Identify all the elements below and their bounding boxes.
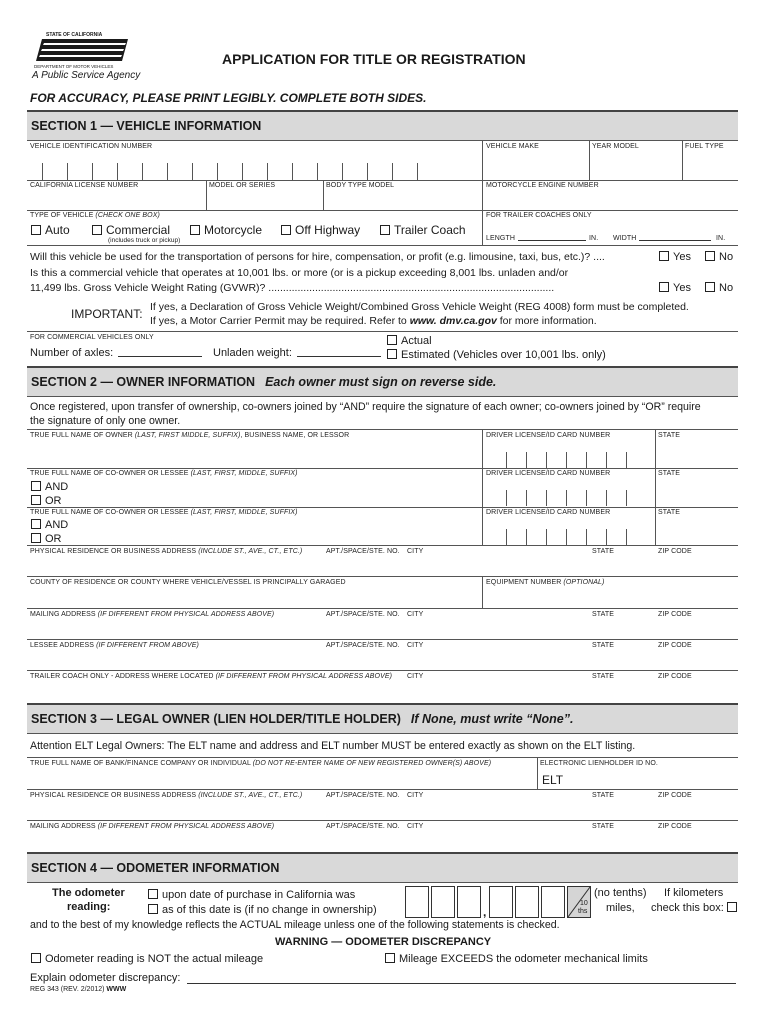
phys-addr-label: PHYSICAL RESIDENCE OR BUSINESS ADDRESS xyxy=(30,548,197,555)
section1-header xyxy=(27,110,738,140)
dl-box-divider xyxy=(606,490,607,506)
commercial-yes[interactable]: Yes xyxy=(659,282,691,294)
if-km-label: If kilometers xyxy=(664,887,724,899)
vin-box-divider xyxy=(292,163,293,180)
mailing-state-label: STATE xyxy=(592,611,615,618)
agency-text: A Public Service Agency xyxy=(32,70,141,81)
purchase-checkbox[interactable] xyxy=(148,889,158,899)
phys-city-label: CITY xyxy=(407,548,424,555)
actual-checkbox[interactable] xyxy=(387,335,397,345)
vehicle-type-motorcycle[interactable]: Motorcycle xyxy=(190,223,262,237)
bank-name-input[interactable] xyxy=(27,769,536,788)
equip-label: EQUIPMENT NUMBER xyxy=(486,579,562,586)
miles-label: miles, xyxy=(606,902,635,914)
vehicle-type-trailer[interactable]: Trailer Coach xyxy=(380,223,466,237)
motorcycle-checkbox[interactable] xyxy=(190,225,200,235)
weight-actual[interactable]: Actual xyxy=(387,335,432,347)
important-line-2-tail: for more information. xyxy=(499,315,597,327)
vehicle-type-label: TYPE OF VEHICLE xyxy=(30,212,94,219)
owner-dl-label: DRIVER LICENSE/ID CARD NUMBER xyxy=(486,432,611,439)
ca-license-label: CALIFORNIA LICENSE NUMBER xyxy=(30,182,139,189)
elt-id-input[interactable] xyxy=(562,769,738,788)
coowner2-or[interactable]: OR xyxy=(31,533,62,545)
lessee-input[interactable] xyxy=(27,651,738,669)
odometer-warning: WARNING — ODOMETER DISCREPANCY xyxy=(275,936,492,948)
owner-state-input[interactable] xyxy=(656,440,738,468)
vehicle-type-offhighway[interactable]: Off Highway xyxy=(281,223,360,237)
county-label: COUNTY OF RESIDENCE OR COUNTY WHERE VEHICLE/VESSEL IS PRINCIPALLY GARAGED xyxy=(30,579,346,586)
section2-subtitle: Each owner must sign on reverse side. xyxy=(265,375,497,389)
vin-box-divider xyxy=(317,163,318,180)
odometer-digit-2[interactable] xyxy=(431,886,455,918)
question-commercial-1: Is this a commercial vehicle that operates at 10,001 lbs. or more (or is a pickup exceeding 8,001 lbs. unladen and/or xyxy=(30,267,569,279)
commercial-no-checkbox[interactable] xyxy=(705,282,715,292)
odometer-opt-purchase[interactable]: upon date of purchase in California was xyxy=(148,889,355,901)
trailer-city-label: CITY xyxy=(407,673,424,680)
lien-phys-city-label: CITY xyxy=(407,792,424,799)
vin-box-divider xyxy=(242,163,243,180)
moto-engine-label: MOTORCYCLE ENGINE NUMBER xyxy=(486,182,599,189)
owner-dl-input[interactable] xyxy=(483,440,654,468)
equip-input[interactable] xyxy=(483,588,738,607)
lessee-zip-label: ZIP CODE xyxy=(658,642,692,649)
odometer-exceeds[interactable]: Mileage EXCEEDS the odometer mechanical limits xyxy=(385,953,648,965)
logo-dept-text: DEPARTMENT OF MOTOR VEHICLES xyxy=(34,64,114,69)
offhighway-checkbox[interactable] xyxy=(281,225,291,235)
tenths-top-label: 10 xyxy=(580,900,588,907)
logo-state-text: STATE OF CALIFORNIA xyxy=(46,32,103,38)
vin-box-divider xyxy=(392,163,393,180)
vin-input[interactable] xyxy=(27,150,482,180)
odometer-tenths-box xyxy=(567,886,591,918)
bank-name-label: TRUE FULL NAME OF BANK/FINANCE COMPANY OR INDIVIDUAL xyxy=(30,760,251,767)
unladen-label: Unladen weight: xyxy=(213,347,292,359)
mailing-apt-label: APT./SPACE/STE. NO. xyxy=(326,611,400,618)
vin-box-divider xyxy=(192,163,193,180)
section2-notice-1: Once registered, upon transfer of ownership, co-owners joined by “AND” require the signature of each owner; co-owners joined by “OR” require xyxy=(30,401,701,413)
section4-header xyxy=(27,852,738,882)
dl-box-divider xyxy=(566,529,567,545)
trailer-addr-label: TRAILER COACH ONLY - ADDRESS WHERE LOCATED xyxy=(30,673,214,680)
year-model-label: YEAR MODEL xyxy=(592,143,639,150)
vin-label: VEHICLE IDENTIFICATION NUMBER xyxy=(30,143,153,150)
important-line-1: If yes, a Declaration of Gross Vehicle Weight/Combined Gross Vehicle Weight (REG 4008) form must be completed. xyxy=(150,301,689,313)
exceeds-checkbox[interactable] xyxy=(385,953,395,963)
owner-state-label: STATE xyxy=(658,432,681,439)
question-hire: Will this vehicle be used for the transportation of persons for hire, compensation, or profit (e.g. limousine, taxi, bus, etc.)? .... xyxy=(30,251,605,263)
km-checkbox-label: check this box: xyxy=(651,902,724,914)
dl-box-divider xyxy=(526,529,527,545)
vehicle-type-hint: (CHECK ONE BOX) xyxy=(95,212,160,219)
vin-box-divider xyxy=(67,163,68,180)
width-input[interactable] xyxy=(639,240,711,241)
no-tenths-label: (no tenths) xyxy=(594,887,647,899)
odometer-not-actual[interactable]: Odometer reading is NOT the actual mileage xyxy=(31,953,263,965)
vehicle-type-commercial[interactable]: Commercial xyxy=(92,223,170,237)
coowner1-dl-label: DRIVER LICENSE/ID CARD NUMBER xyxy=(486,470,611,477)
unladen-input[interactable] xyxy=(297,356,381,357)
dl-box-divider xyxy=(506,452,507,468)
axles-input[interactable] xyxy=(118,356,202,357)
section3-header xyxy=(27,703,738,733)
phys-apt-label: APT./SPACE/STE. NO. xyxy=(326,548,400,555)
mailing-zip-label: ZIP CODE xyxy=(658,611,692,618)
mailing-label: MAILING ADDRESS xyxy=(30,611,96,618)
thousands-separator: , xyxy=(483,905,487,919)
dl-box-divider xyxy=(566,452,567,468)
width-label: WIDTH xyxy=(613,235,637,242)
odometer-digit-1[interactable] xyxy=(405,886,429,918)
lien-phys-state-label: STATE xyxy=(592,792,615,799)
dl-box-divider xyxy=(526,490,527,506)
trailer-checkbox[interactable] xyxy=(380,225,390,235)
vin-box-divider xyxy=(117,163,118,180)
vehicle-type-auto[interactable]: Auto xyxy=(31,223,70,237)
hire-yes-checkbox[interactable] xyxy=(659,251,669,261)
page-title: APPLICATION FOR TITLE OR REGISTRATION xyxy=(222,51,526,67)
instructions: FOR ACCURACY, PLEASE PRINT LEGIBLY. COMPLETE BOTH SIDES. xyxy=(30,91,427,105)
odometer-digit-3[interactable] xyxy=(457,886,481,918)
explain-discrepancy-input[interactable] xyxy=(187,983,736,984)
section3-title: SECTION 3 — LEGAL OWNER (LIEN HOLDER/TITLE HOLDER) xyxy=(31,712,401,726)
lien-mailing-label: MAILING ADDRESS xyxy=(30,823,96,830)
lien-phys-apt-label: APT./SPACE/STE. NO. xyxy=(326,792,400,799)
coowner1-or-checkbox[interactable] xyxy=(31,495,41,505)
lessee-state-label: STATE xyxy=(592,642,615,649)
axles-label: Number of axles: xyxy=(30,347,114,359)
elt-prefix: ELT xyxy=(542,773,564,787)
coowner2-or-checkbox[interactable] xyxy=(31,533,41,543)
commercial-no[interactable]: No xyxy=(705,282,733,294)
dl-box-divider xyxy=(626,452,627,468)
footer-www: WWW xyxy=(106,986,127,993)
commercial-checkbox[interactable] xyxy=(92,225,102,235)
commercial-note: (includes truck or pickup) xyxy=(108,237,181,244)
coowner2-name-input[interactable] xyxy=(80,518,480,544)
dl-box-divider xyxy=(586,490,587,506)
lien-phys-addr-label: PHYSICAL RESIDENCE OR BUSINESS ADDRESS xyxy=(30,792,197,799)
dl-box-divider xyxy=(586,452,587,468)
odometer-opt-date[interactable]: as of this date is (if no change in ownership) xyxy=(148,904,377,916)
weight-estimated[interactable]: Estimated (Vehicles over 10,001 lbs. only) xyxy=(387,349,606,361)
lien-mailing-zip-label: ZIP CODE xyxy=(658,823,692,830)
mailing-input[interactable] xyxy=(27,620,738,638)
form-number: REG 343 (REV. 2/2012) xyxy=(30,986,105,993)
lessee-apt-label: APT./SPACE/STE. NO. xyxy=(326,642,400,649)
owner-name-label: TRUE FULL NAME OF OWNER xyxy=(30,432,133,439)
coowner1-state-label: STATE xyxy=(658,470,681,477)
dl-box-divider xyxy=(566,490,567,506)
section4-title: SECTION 4 — ODOMETER INFORMATION xyxy=(31,861,280,875)
county-input[interactable] xyxy=(27,588,482,607)
coowner2-dl-label: DRIVER LICENSE/ID CARD NUMBER xyxy=(486,509,611,516)
moto-engine-input[interactable] xyxy=(483,190,738,210)
vin-box-divider xyxy=(217,163,218,180)
dl-box-divider xyxy=(606,452,607,468)
lessee-city-label: CITY xyxy=(407,642,424,649)
lien-mailing-state-label: STATE xyxy=(592,823,615,830)
lien-mailing-apt-label: APT./SPACE/STE. NO. xyxy=(326,823,400,830)
vin-box-divider xyxy=(167,163,168,180)
vin-box-divider xyxy=(267,163,268,180)
lessee-label: LESSEE ADDRESS xyxy=(30,642,95,649)
important-line-2: If yes, a Motor Carrier Permit may be required. Refer to xyxy=(150,315,407,327)
dl-box-divider xyxy=(526,452,527,468)
coowner2-and-checkbox[interactable] xyxy=(31,519,41,529)
logo-text xyxy=(52,36,105,64)
question-commercial-2: 11,499 lbs. Gross Vehicle Weight Rating (GVWR)? .................................................................................................. xyxy=(30,282,555,294)
model-series-label: MODEL OR SERIES xyxy=(209,182,276,189)
tenths-bottom-label: ths xyxy=(578,908,588,915)
date-checkbox[interactable] xyxy=(148,904,158,914)
phys-state-label: STATE xyxy=(592,548,615,555)
odometer-digit-5[interactable] xyxy=(515,886,539,918)
length-in-label: IN. xyxy=(589,235,599,242)
body-type-input[interactable] xyxy=(324,190,481,210)
length-input[interactable] xyxy=(518,240,586,241)
dl-box-divider xyxy=(546,490,547,506)
vin-box-divider xyxy=(417,163,418,180)
hire-no[interactable]: No xyxy=(705,251,733,263)
section2-notice-2: the signature of only one owner. xyxy=(30,415,181,427)
mailing-city-label: CITY xyxy=(407,611,424,618)
dmv-logo xyxy=(30,30,140,82)
coowner2-state-label: STATE xyxy=(658,509,681,516)
odometer-reading-label-2: reading: xyxy=(67,901,111,913)
dl-box-divider xyxy=(506,490,507,506)
trailer-state-label: STATE xyxy=(592,673,615,680)
dl-box-divider xyxy=(506,529,507,545)
coowner1-name-label: TRUE FULL NAME OF CO-OWNER OR LESSEE xyxy=(30,470,189,477)
not-actual-checkbox[interactable] xyxy=(31,953,41,963)
important-label: IMPORTANT: xyxy=(71,307,143,321)
explain-discrepancy-label: Explain odometer discrepancy: xyxy=(30,972,181,984)
section2-header xyxy=(27,366,738,396)
coowner1-and[interactable]: AND xyxy=(31,481,68,493)
odometer-digit-6[interactable] xyxy=(541,886,565,918)
vin-box-divider xyxy=(42,163,43,180)
auto-checkbox[interactable] xyxy=(31,225,41,235)
dl-box-divider xyxy=(626,490,627,506)
dl-box-divider xyxy=(546,452,547,468)
width-in-label: IN. xyxy=(716,235,726,242)
model-series-input[interactable] xyxy=(207,190,322,210)
hire-no-checkbox[interactable] xyxy=(705,251,715,261)
dl-box-divider xyxy=(606,529,607,545)
length-label: LENGTH xyxy=(486,235,515,242)
trailer-only-label: FOR TRAILER COACHES ONLY xyxy=(486,212,592,219)
dmv-website-link[interactable]: www. dmv.ca.gov xyxy=(409,315,497,327)
owner-name-input[interactable] xyxy=(27,440,482,468)
elt-id-label: ELECTRONIC LIENHOLDER ID NO. xyxy=(540,760,658,767)
trailer-zip-label: ZIP CODE xyxy=(658,673,692,680)
trailer-addr-input[interactable] xyxy=(27,682,738,700)
vin-box-divider xyxy=(142,163,143,180)
lien-mailing-input[interactable] xyxy=(27,832,738,850)
dl-box-divider xyxy=(626,529,627,545)
section3-subtitle: If None, must write “None”. xyxy=(410,712,574,726)
commercial-yes-checkbox[interactable] xyxy=(659,282,669,292)
phys-zip-label: ZIP CODE xyxy=(658,548,692,555)
odometer-digit-4[interactable] xyxy=(489,886,513,918)
ca-license-input[interactable] xyxy=(27,190,205,210)
body-type-label: BODY TYPE MODEL xyxy=(326,182,395,189)
vin-box-divider xyxy=(367,163,368,180)
vin-box-divider xyxy=(342,163,343,180)
vin-box-divider xyxy=(92,163,93,180)
phys-addr-input[interactable] xyxy=(27,557,738,575)
coowner2-name-label: TRUE FULL NAME OF CO-OWNER OR LESSEE xyxy=(30,509,189,516)
coowner1-or[interactable]: OR xyxy=(31,495,62,507)
odometer-reading-label-1: The odometer xyxy=(52,887,125,899)
odometer-reflects-text: and to the best of my knowledge reflects the ACTUAL mileage unless one of the following statements is checked. xyxy=(30,919,560,931)
coowner1-name-input[interactable] xyxy=(80,480,480,506)
dl-box-divider xyxy=(546,529,547,545)
section3-notice: Attention ELT Legal Owners: The ELT name and address and ELT number MUST be entered exactly as shown on the ELT listing. xyxy=(30,740,636,752)
section1-title: SECTION 1 — VEHICLE INFORMATION xyxy=(31,119,262,133)
commercial-only-label: FOR COMMERCIAL VEHICLES ONLY xyxy=(30,334,154,341)
km-checkbox[interactable] xyxy=(727,902,737,912)
make-label: VEHICLE MAKE xyxy=(486,143,539,150)
lien-phys-addr-input[interactable] xyxy=(27,801,738,819)
lien-phys-zip-label: ZIP CODE xyxy=(658,792,692,799)
section2-title: SECTION 2 — OWNER INFORMATION xyxy=(31,375,256,389)
coowner1-and-checkbox[interactable] xyxy=(31,481,41,491)
estimated-checkbox[interactable] xyxy=(387,349,397,359)
coowner2-and[interactable]: AND xyxy=(31,519,68,531)
fuel-type-label: FUEL TYPE xyxy=(685,143,724,150)
lien-mailing-city-label: CITY xyxy=(407,823,424,830)
hire-yes[interactable]: Yes xyxy=(659,251,691,263)
dl-box-divider xyxy=(586,529,587,545)
